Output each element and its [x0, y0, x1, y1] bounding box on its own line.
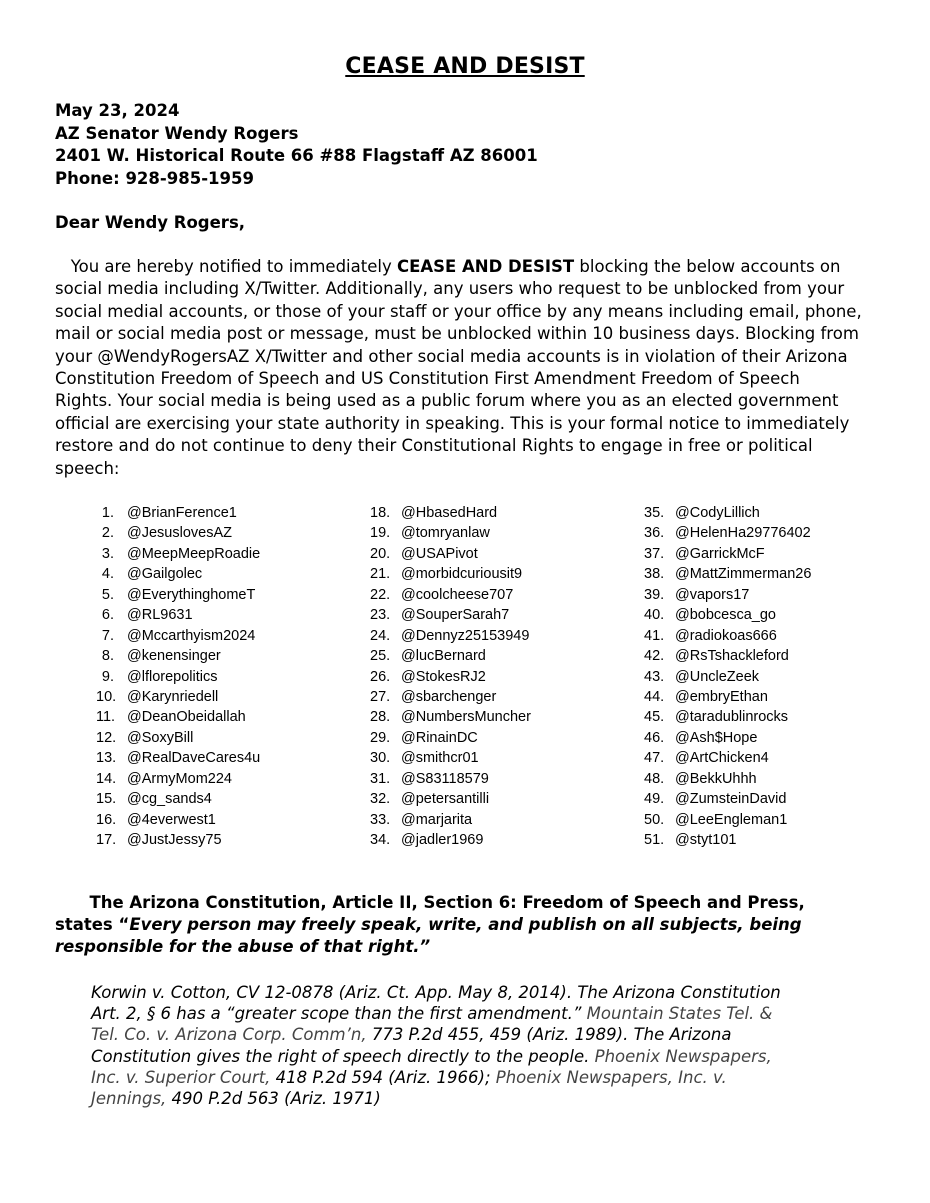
quoted-text: Every person may freely speak, write, and publish on all subjects, being	[129, 915, 802, 934]
paragraph-line: mail or social media post or message, must be unblocked within 10 business days. Blocking from	[55, 324, 859, 344]
account-list-item	[370, 728, 531, 748]
letter-header	[55, 100, 538, 190]
case-citations	[91, 982, 891, 1109]
list-number: 39.	[644, 586, 665, 603]
account-handle: @JustJessy75	[127, 832, 222, 848]
account-list-item	[644, 748, 811, 768]
accounts-column-1	[96, 503, 260, 850]
list-number: 7.	[101, 627, 114, 644]
account-handle: @DeanObeidallah	[127, 709, 246, 726]
account-list-item	[644, 728, 811, 748]
list-number: 35.	[644, 505, 665, 521]
citation-text: 773 P.2d 455, 459 (Ariz. 1989). The Arizona	[366, 1025, 732, 1045]
account-list-item	[370, 748, 531, 768]
account-handle: @MattZimmerman26	[675, 566, 812, 583]
list-number: 23.	[370, 607, 391, 624]
account-list-item	[644, 810, 811, 830]
account-handle: @kenensinger	[127, 648, 221, 665]
account-handle: @styt101	[675, 832, 737, 848]
account-list-item	[370, 667, 531, 687]
list-number: 41.	[644, 627, 665, 644]
citation-text: Art. 2, § 6 has a “greater scope than the first amendment.”	[91, 1004, 587, 1024]
account-list-item	[370, 626, 531, 646]
account-list-item	[644, 605, 811, 625]
citation-line	[91, 1088, 891, 1109]
list-number: 27.	[370, 688, 391, 705]
account-list-item	[96, 667, 260, 687]
list-number: 28.	[370, 709, 391, 726]
account-handle: @CodyLillich	[675, 505, 760, 521]
list-number: 29.	[370, 729, 391, 746]
account-list-item	[96, 544, 260, 564]
case-name: Jennings,	[91, 1089, 167, 1109]
list-number: 15.	[96, 791, 117, 808]
paragraph-line: your @WendyRogersAZ X/Twitter and other social media accounts is in violation of their Arizona	[55, 346, 848, 366]
account-handle: @coolcheese707	[401, 586, 514, 603]
account-handle: @MeepMeepRoadie	[127, 545, 261, 562]
paragraph-text: You are hereby notified to immediately	[70, 257, 397, 276]
citation-line	[91, 1024, 891, 1045]
account-handle: @HbasedHard	[401, 505, 498, 521]
account-list-item	[96, 564, 260, 584]
account-list-item	[96, 707, 260, 727]
account-list-item	[96, 830, 260, 850]
account-list-item	[370, 646, 531, 666]
account-handle: @SoxyBill	[127, 729, 194, 746]
account-handle: @RinainDC	[401, 729, 478, 746]
account-handle: @4everwest1	[127, 811, 216, 828]
case-name: Phoenix Newspapers,	[594, 1046, 772, 1066]
citation-line	[91, 1067, 891, 1088]
account-handle: @NumbersMuncher	[401, 709, 531, 726]
account-list-item	[644, 626, 811, 646]
account-handle: @RL9631	[127, 607, 193, 624]
account-handle: @lucBernard	[401, 648, 486, 665]
constitution-quote	[55, 892, 885, 958]
account-list-item	[644, 564, 811, 584]
recipient-phone: Phone: 928-985-1959	[55, 168, 254, 188]
list-number: 6.	[101, 607, 114, 624]
list-number: 19.	[370, 525, 391, 542]
constitution-line	[55, 892, 885, 914]
account-handle: @Ash$Hope	[675, 729, 758, 746]
account-handle: @vapors17	[675, 586, 750, 603]
list-number: 40.	[644, 607, 665, 624]
list-number: 48.	[644, 770, 665, 787]
case-name: Phoenix Newspapers, Inc. v.	[495, 1067, 727, 1087]
list-number: 26.	[370, 668, 391, 685]
account-list-item	[370, 769, 531, 789]
account-handle: @lflorepolitics	[127, 668, 218, 685]
paragraph-line: Rights. Your social media is being used as a public forum where you as an elected government	[55, 391, 839, 411]
constitution-text: The Arizona Constitution, Article II, Section 6: Freedom of Speech and Press,	[89, 893, 805, 912]
account-handle: @cg_sands4	[127, 791, 212, 808]
citation-line	[91, 1003, 891, 1024]
account-handle: @JesuslovesAZ	[127, 525, 232, 542]
account-list-item	[96, 748, 260, 768]
account-handle: @taradublinrocks	[675, 709, 789, 726]
account-list-item	[644, 687, 811, 707]
account-handle: @morbidcuriousit9	[401, 566, 523, 583]
account-handle: @tomryanlaw	[401, 525, 490, 542]
account-handle: @LeeEngleman1	[675, 811, 788, 828]
account-list-item	[644, 769, 811, 789]
account-list-item	[644, 646, 811, 666]
paragraph-line: Constitution Freedom of Speech and US Constitution First Amendment Freedom of Speech	[55, 369, 800, 389]
list-number: 3.	[101, 545, 114, 562]
account-handle: @jadler1969	[401, 832, 484, 848]
citation-text: 418 P.2d 594 (Ariz. 1966);	[270, 1067, 496, 1087]
account-list-item	[96, 605, 260, 625]
emphasis-text: CEASE AND DESIST	[396, 257, 575, 276]
notice-paragraph	[55, 256, 885, 480]
case-name: Mountain States Tel. &	[586, 1004, 773, 1024]
list-number: 44.	[644, 688, 665, 705]
account-handle: @BekkUhhh	[675, 770, 757, 787]
account-list-item	[644, 523, 811, 543]
account-handle: @RealDaveCares4u	[127, 750, 261, 767]
account-handle: @Dennyz25153949	[401, 627, 530, 644]
account-handle: @USAPivot	[401, 545, 478, 562]
list-number: 12.	[96, 729, 117, 746]
account-list-item	[370, 523, 531, 543]
list-number: 49.	[644, 791, 665, 808]
list-number: 9.	[101, 668, 114, 685]
list-number: 38.	[644, 566, 665, 583]
list-number: 18.	[370, 505, 391, 521]
account-handle: @ArtChicken4	[675, 750, 769, 767]
account-handle: @marjarita	[401, 811, 473, 828]
account-handle: @sbarchenger	[401, 688, 497, 705]
account-handle: @HelenHa29776402	[675, 525, 811, 542]
list-number: 4.	[101, 566, 114, 583]
list-number: 1.	[101, 505, 114, 521]
account-handle: @Karynriedell	[127, 688, 219, 705]
account-list-item	[370, 707, 531, 727]
account-list-item	[370, 503, 531, 523]
account-handle: @UncleZeek	[675, 668, 760, 685]
account-handle: @EverythinghomeT	[127, 586, 256, 603]
constitution-line	[55, 914, 885, 936]
citation-line	[91, 1046, 891, 1067]
letter-date: May 23, 2024	[55, 101, 180, 120]
list-number: 16.	[96, 811, 117, 828]
account-handle: @Mccarthyism2024	[127, 627, 256, 644]
list-number: 51.	[644, 832, 665, 848]
account-list-item	[96, 503, 260, 523]
account-list-item	[644, 707, 811, 727]
paragraph-line: official are exercising your state authority in speaking. This is your formal notice to immediately	[55, 413, 850, 433]
list-number: 14.	[96, 770, 117, 787]
list-number: 13.	[96, 750, 117, 767]
paragraph-text: blocking the below accounts on	[574, 257, 841, 276]
list-number: 22.	[370, 586, 391, 603]
account-handle: @GarrickMcF	[675, 545, 765, 562]
citation-text: 490 P.2d 563 (Ariz. 1971)	[166, 1089, 381, 1109]
account-list-item	[96, 810, 260, 830]
list-number: 2.	[101, 525, 114, 542]
case-name: Inc. v. Superior Court,	[91, 1067, 271, 1087]
list-number: 20.	[370, 545, 391, 562]
paragraph-line	[55, 256, 885, 278]
account-handle: @ZumsteinDavid	[675, 791, 787, 808]
account-handle: @BrianFerence1	[127, 505, 237, 521]
list-number: 33.	[370, 811, 391, 828]
list-number: 30.	[370, 750, 391, 767]
account-handle: @ArmyMom224	[127, 770, 232, 787]
list-number: 37.	[644, 545, 665, 562]
list-number: 43.	[644, 668, 665, 685]
case-name: Tel. Co. v. Arizona Corp. Comm’n,	[91, 1025, 367, 1045]
account-handle: @bobcesca_go	[675, 607, 776, 624]
list-number: 5.	[101, 586, 114, 603]
paragraph-line: speech:	[55, 458, 120, 478]
account-handle: @SouperSarah7	[401, 607, 510, 624]
account-list-item	[370, 789, 531, 809]
account-list-item	[96, 769, 260, 789]
account-list-item	[370, 605, 531, 625]
account-list-item	[96, 646, 260, 666]
account-handle: @embryEthan	[675, 688, 768, 705]
account-list-item	[644, 830, 811, 850]
list-number: 47.	[644, 750, 665, 767]
list-number: 8.	[101, 648, 114, 665]
account-list-item	[96, 789, 260, 809]
list-number: 34.	[370, 832, 391, 848]
account-list-item	[96, 687, 260, 707]
account-list-item	[96, 626, 260, 646]
account-list-item	[370, 585, 531, 605]
account-list-item	[370, 810, 531, 830]
account-handle: @StokesRJ2	[401, 668, 486, 685]
list-number: 25.	[370, 648, 391, 665]
list-number: 17.	[96, 832, 117, 848]
account-handle: @S83118579	[401, 770, 489, 787]
list-number: 46.	[644, 729, 665, 746]
account-list-item	[370, 544, 531, 564]
list-number: 45.	[644, 709, 665, 726]
accounts-column-3	[644, 503, 811, 850]
blocked-accounts-list	[0, 503, 930, 853]
paragraph-line: restore and do not continue to deny their Constitutional Rights to engage in free or political	[55, 436, 813, 456]
list-number: 36.	[644, 525, 665, 542]
account-handle: @petersantilli	[401, 791, 490, 808]
list-number: 11.	[96, 709, 116, 726]
citation-text: Constitution gives the right of speech directly to the people.	[91, 1046, 595, 1066]
account-list-item	[370, 830, 531, 850]
account-list-item	[96, 523, 260, 543]
constitution-line: responsible for the abuse of that right.”	[55, 937, 431, 956]
account-list-item	[644, 667, 811, 687]
account-handle: @smithcr01	[401, 750, 479, 767]
list-number: 24.	[370, 627, 391, 644]
document-title: CEASE AND DESIST	[345, 54, 585, 79]
citation-line: Korwin v. Cotton, CV 12-0878 (Ariz. Ct. App. May 8, 2014). The Arizona Constitution	[91, 983, 781, 1002]
account-handle: @Gailgolec	[127, 566, 203, 583]
account-list-item	[96, 728, 260, 748]
account-list-item	[644, 585, 811, 605]
list-number: 10.	[96, 688, 117, 705]
account-list-item	[644, 503, 811, 523]
account-list-item	[370, 687, 531, 707]
list-number: 32.	[370, 791, 391, 808]
recipient-address: 2401 W. Historical Route 66 #88 Flagstaff AZ 86001	[55, 146, 538, 165]
account-list-item	[370, 564, 531, 584]
account-list-item	[644, 789, 811, 809]
recipient-name: AZ Senator Wendy Rogers	[55, 123, 299, 143]
list-number: 50.	[644, 811, 665, 828]
salutation: Dear Wendy Rogers,	[55, 213, 246, 232]
account-list-item	[644, 544, 811, 564]
list-number: 42.	[644, 648, 665, 665]
account-list-item	[96, 585, 260, 605]
paragraph-line: social medial accounts, or those of your staff or your office by any means including email, phone,	[55, 301, 862, 321]
constitution-text: states “	[55, 915, 130, 934]
paragraph-line: social media including X/Twitter. Additionally, any users who request to be unblocked from your	[55, 279, 845, 299]
account-handle: @RsTshackleford	[675, 648, 789, 665]
list-number: 21.	[370, 566, 391, 583]
list-number: 31.	[370, 770, 391, 787]
account-handle: @radiokoas666	[675, 627, 777, 644]
accounts-column-2	[370, 503, 531, 850]
